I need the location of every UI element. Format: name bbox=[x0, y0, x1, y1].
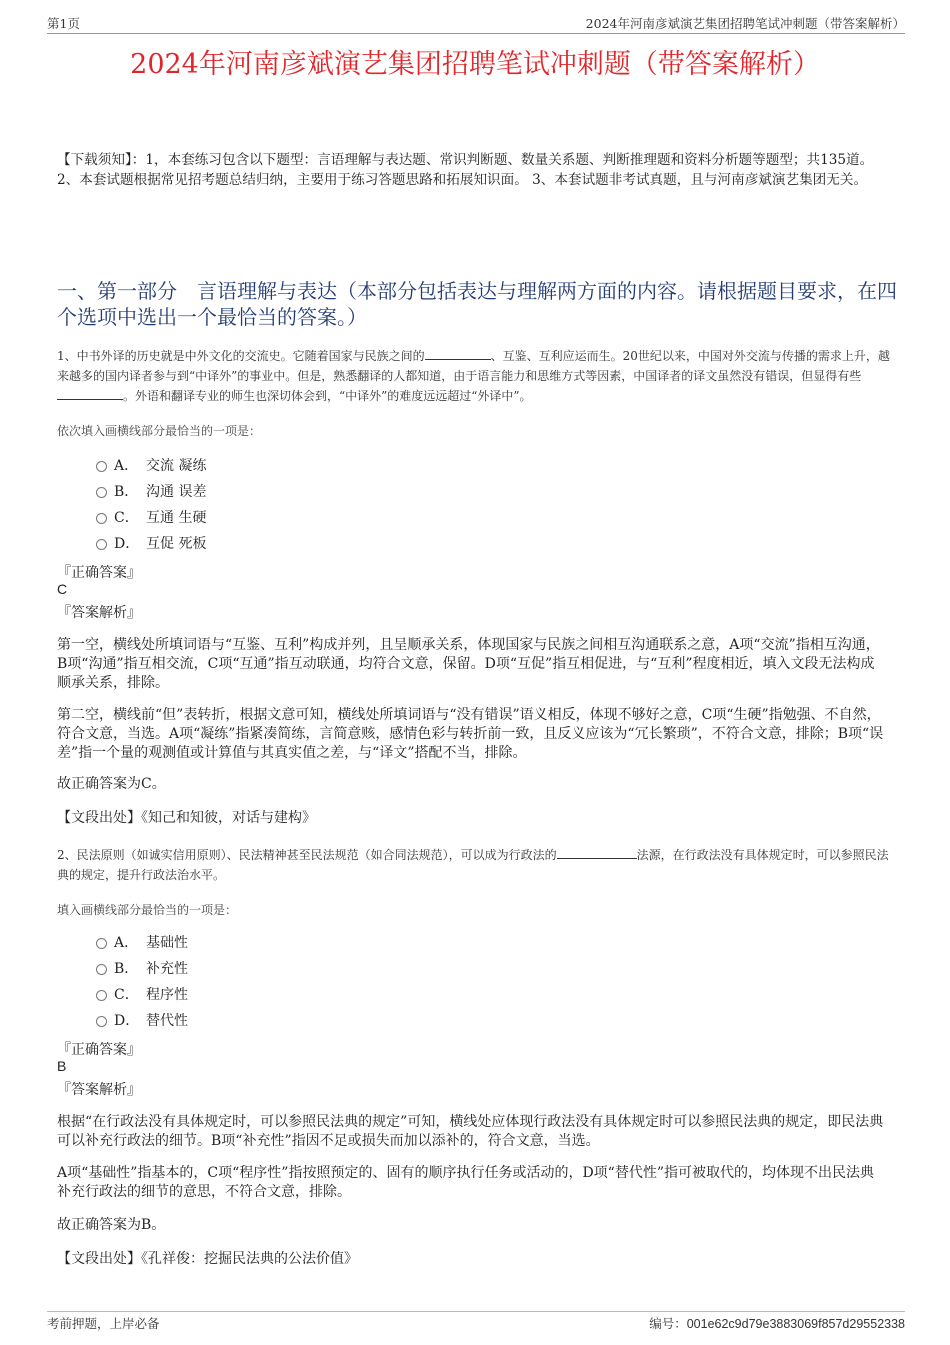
footer-divider bbox=[47, 1311, 905, 1312]
question-2-prompt: 填入画横线部分最恰当的一项是： bbox=[57, 903, 238, 917]
radio-icon[interactable] bbox=[96, 539, 107, 550]
page-footer bbox=[47, 1314, 905, 1334]
radio-icon[interactable] bbox=[96, 513, 107, 524]
text-source: 【文段出处】《知己和知彼，对话与建构》 bbox=[57, 810, 316, 826]
correct-answer-label: 『正确答案』 bbox=[57, 1042, 141, 1058]
page-number: 第1页 bbox=[47, 16, 80, 31]
radio-icon[interactable] bbox=[96, 487, 107, 498]
analysis-label: 『答案解析』 bbox=[57, 1082, 141, 1098]
answer-blank-1 bbox=[425, 347, 491, 360]
radio-icon[interactable] bbox=[96, 964, 107, 975]
radio-icon[interactable] bbox=[96, 461, 107, 472]
analysis-paragraph: 第二空，横线前“但”表转折，根据文意可知，横线处所填词语与“没有错误”语义相反，体现不够好之意，C项“生硬”指勉强、不自然，符合文意，当选。A项“凝练”指紧凑简练，言简意赅，感情色彩与转折前一致，且反义应该为“冗长繁琐”，不符合文意，排除；B项“误差”指一个量的观测值或计算值与其真实值之差，与“译文”搭配不当，排除。 bbox=[57, 707, 884, 761]
correct-answer: C bbox=[57, 581, 68, 597]
question-2-stem: 2、民法原则（如诚实信用原则）、民法精神甚至民法规范（如合同法规范），可以成为行政法的 法源，在行政法没有具体规定时，可以参照民法典的规定，提升行政法治水平。 bbox=[57, 848, 889, 882]
analysis-label: 『答案解析』 bbox=[57, 605, 141, 621]
download-notice: 【下载须知】：1，本套练习包含以下题型：言语理解与表达题、常识判断题、数量关系题、判断推理题和资料分析题等题型；共135道。 2、本套试题根据常见招考题总结归纳，主要用于练习答题思路和拓展知识面。 3、本套试题非考试真题，且与河南彦斌演艺集团无关。 bbox=[57, 152, 874, 188]
radio-icon[interactable] bbox=[96, 938, 107, 949]
page-title: 2024年河南彦斌演艺集团招聘笔试冲刺题（带答案解析） bbox=[130, 49, 820, 80]
header-divider bbox=[47, 33, 905, 34]
analysis-paragraph: 第一空，横线处所填词语与“互鉴、互利”构成并列，且呈顺承关系，体现国家与民族之间相互沟通联系之意，A项“交流”指相互沟通，B项“沟通”指互相交流，C项“互通”指互动联通，均符合文意，保留。D项“互促”指互相促进，与“互利”程度相近，填入文段无法构成顺承关系，排除。 bbox=[57, 637, 880, 691]
radio-icon[interactable] bbox=[96, 990, 107, 1001]
question-1-stem: 1、中书外译的历史就是中外文化的交流史。它随着国家与民族之间的 、互鉴、互利应运而生。20世纪以来，中国对外交流与传播的需求上升，越来越多的国内译者参与到“中译外”的事业中。但是，熟悉翻译的人都知道，由于语言能力和思维方式等因素，中国译者的译文虽然没有错误，但显得有些。外语和翻译专业的师生也深切体会到，“中译外”的难度远远超过“外译中”。 bbox=[57, 349, 890, 403]
answer-blank-2 bbox=[57, 387, 123, 400]
footer-slogan: 考前押题，上岸必备 bbox=[47, 1316, 160, 1331]
text-source: 【文段出处】《孔祥俊：挖掘民法典的公法价值》 bbox=[57, 1251, 358, 1267]
answer-blank-1 bbox=[557, 846, 637, 859]
correct-answer-label: 『正确答案』 bbox=[57, 565, 141, 581]
analysis-conclusion: 故正确答案为B。 bbox=[57, 1217, 166, 1233]
section-title: 一、第一部分 言语理解与表达（本部分包括表达与理解两方面的内容。请根据题目要求，在四个选项中选出一个最恰当的答案。） bbox=[57, 279, 897, 329]
header-doc-title: 2024年河南彦斌演艺集团招聘笔试冲刺题（带答案解析） bbox=[585, 16, 905, 31]
analysis-paragraph: 根据“在行政法没有具体规定时，可以参照民法典的规定”可知，横线处应体现行政法没有具体规定时可以参照民法典的规定，即民法典可以补充行政法的细节。B项“补充性”指因不足或损失而加以添补的，符合文意，当选。 bbox=[57, 1114, 884, 1149]
analysis-conclusion: 故正确答案为C。 bbox=[57, 776, 166, 792]
analysis-paragraph: A项“基础性”指基本的，C项“程序性”指按照预定的、固有的顺序执行任务或活动的，D项“替代性”指可被取代的，均体现不出民法典补充行政法的细节的意思，不符合文意，排除。 bbox=[57, 1165, 874, 1200]
radio-icon[interactable] bbox=[96, 1016, 107, 1027]
page-header bbox=[47, 14, 905, 34]
correct-answer: B bbox=[57, 1058, 67, 1074]
question-1-prompt: 依次填入画横线部分最恰当的一项是： bbox=[57, 424, 262, 438]
document-code: 编号：001e62c9d79e3883069f857d29552338 bbox=[649, 1316, 905, 1331]
